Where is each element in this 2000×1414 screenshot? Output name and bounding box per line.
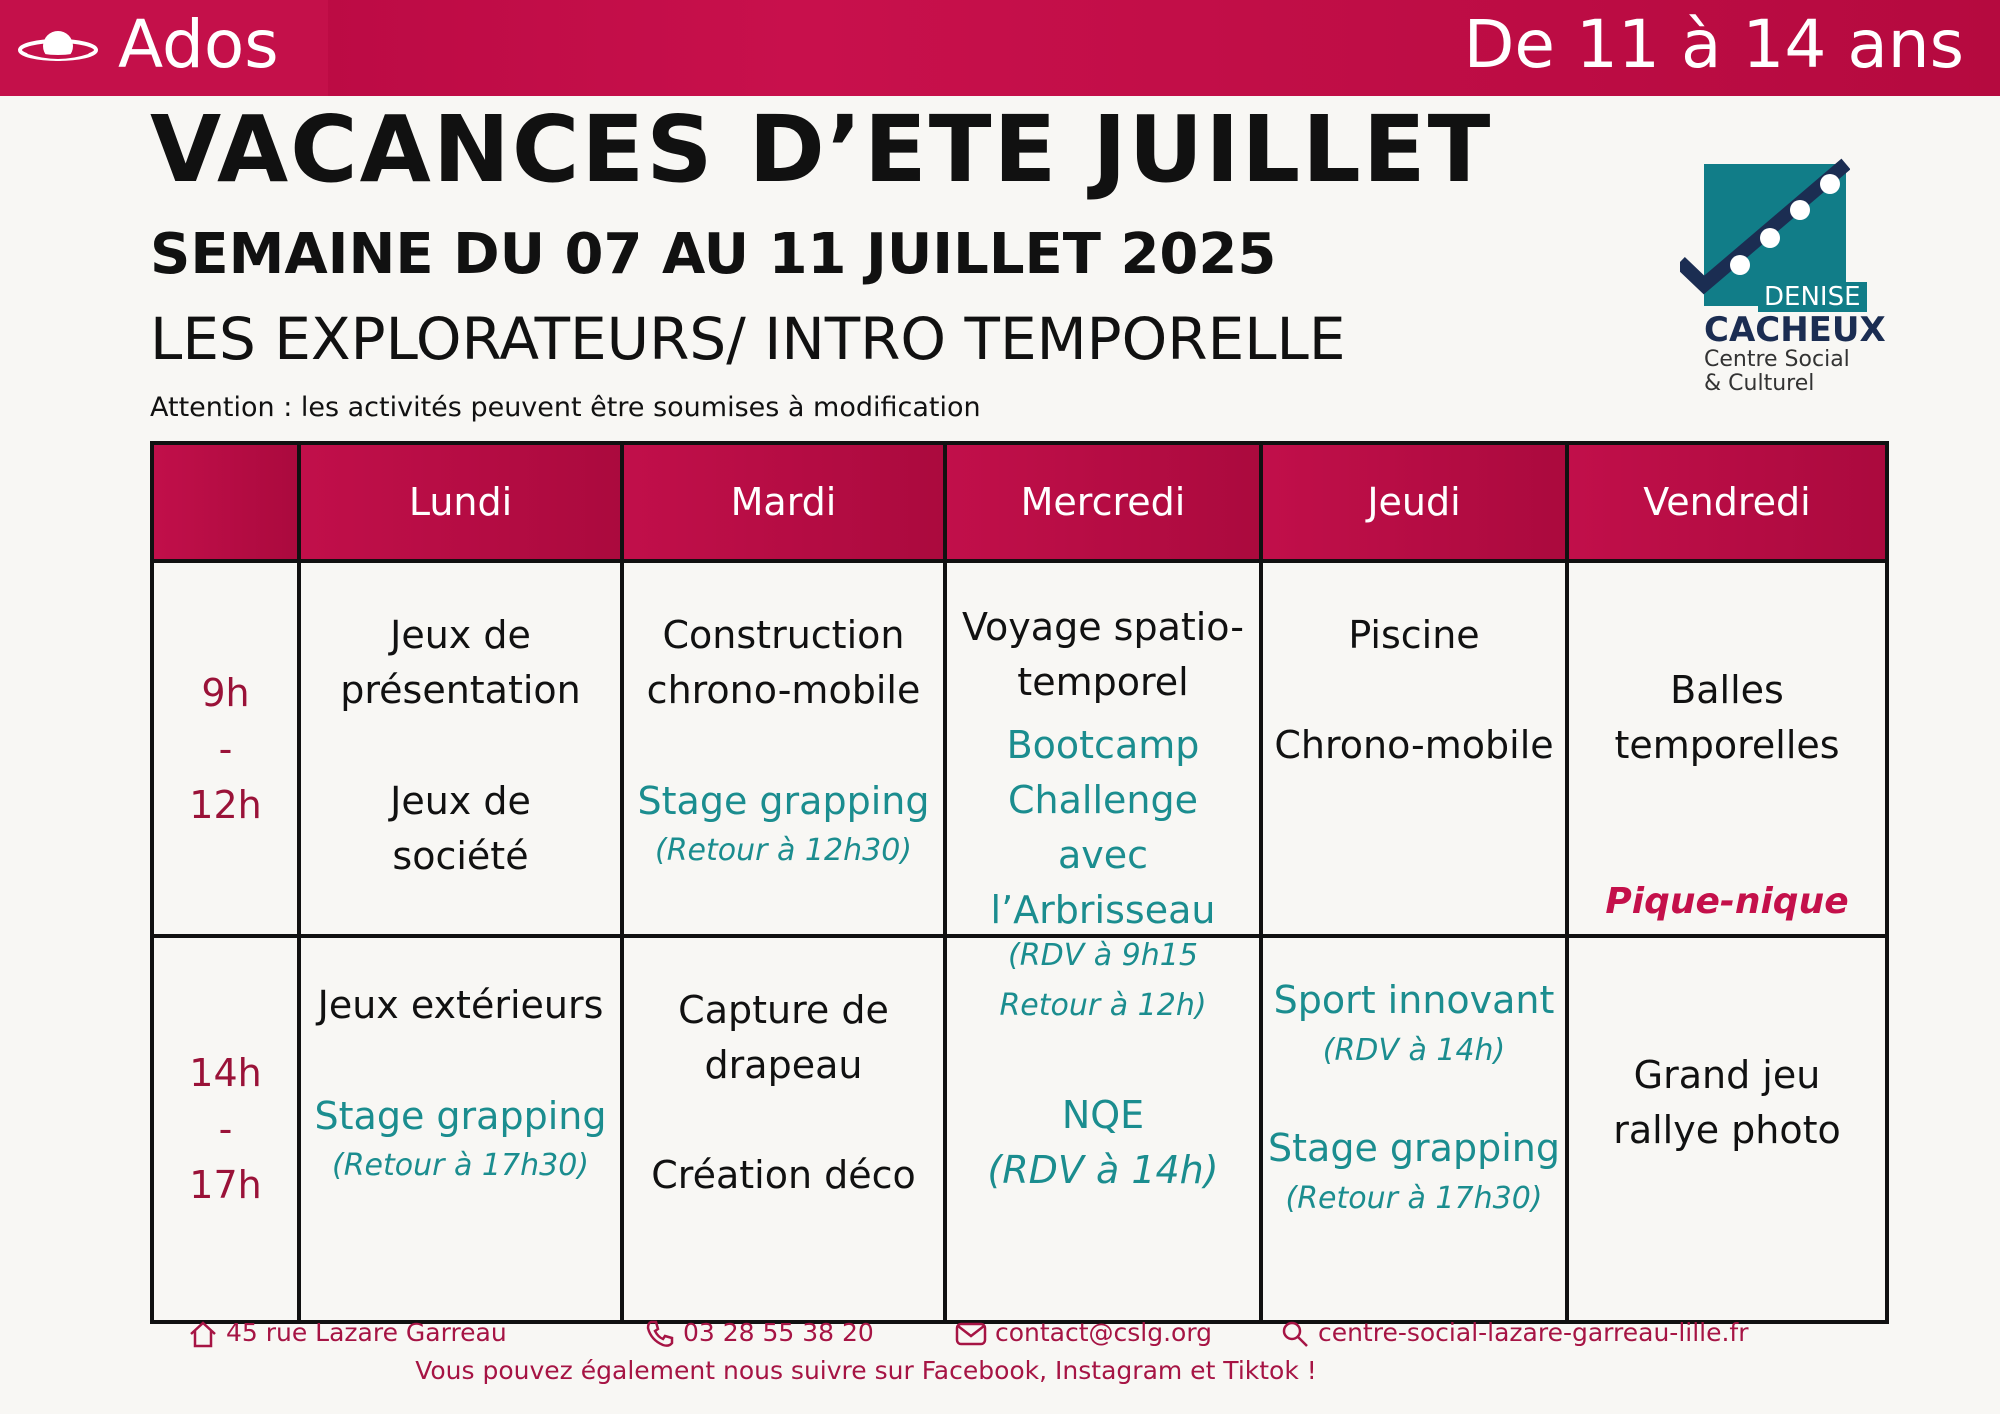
activity-text: Construction: [662, 613, 905, 657]
cell-mercredi-morning: [945, 561, 1261, 936]
time-start: 9h: [201, 670, 250, 715]
cell-lundi-afternoon: [299, 936, 622, 1322]
footer-address: [188, 1318, 507, 1349]
centre-logo: [1680, 140, 1886, 400]
cell-vendredi-afternoon: [1567, 936, 1887, 1322]
logo-text-denise: DENISE: [1758, 282, 1867, 312]
phone-icon: [645, 1319, 675, 1349]
afternoon-row: [152, 936, 1887, 1322]
activity-highlight: Pique-nique: [1605, 881, 1849, 922]
day-header-vendredi: Vendredi: [1567, 443, 1887, 561]
audience-label: Ados: [118, 6, 279, 83]
activity-note: (RDV à 14h): [1322, 1033, 1506, 1068]
activity-note: (RDV à 9h15: [1008, 938, 1198, 973]
cell-jeudi-afternoon: [1261, 936, 1567, 1322]
activity-text: Stage grapping: [314, 1094, 607, 1138]
cell-lundi-morning: [299, 561, 622, 936]
activity-text: temporelles: [1614, 723, 1840, 767]
time-end: 17h: [189, 1163, 262, 1207]
activity-text: Capture de: [678, 988, 889, 1032]
activity-note: (RDV à 14h): [987, 1148, 1219, 1192]
email-text: contact@cslg.org: [994, 1318, 1213, 1347]
time-sep: -: [218, 726, 233, 771]
mail-icon: [955, 1319, 987, 1349]
search-icon: [1280, 1319, 1310, 1349]
footer-website[interactable]: [1280, 1318, 1749, 1349]
activity-text: Jeux de: [390, 779, 531, 823]
activity-text: Chrono-mobile: [1274, 723, 1554, 767]
day-header-lundi: Lundi: [299, 443, 622, 561]
planet-icon: [18, 26, 98, 70]
footer-email[interactable]: [955, 1318, 1212, 1349]
logo-line-centre-social: Centre Social: [1704, 347, 1850, 372]
corner-header: [152, 443, 299, 561]
time-slot-afternoon: [152, 936, 299, 1322]
time-end: 12h: [189, 782, 262, 827]
activity-note: (Retour à 17h30): [1285, 1181, 1543, 1216]
website-text: centre-social-lazare-garreau-lille.fr: [1317, 1318, 1749, 1347]
activity-note: Retour à 12h): [999, 988, 1207, 1023]
header-row: [152, 443, 1887, 561]
home-icon: [188, 1319, 218, 1349]
age-range: De 11 à 14 ans: [1463, 6, 1964, 83]
activity-text: Stage grapping: [1268, 1126, 1560, 1170]
time-sep: -: [218, 1107, 233, 1151]
day-header-mardi: Mardi: [622, 443, 945, 561]
activity-text: avec: [1057, 833, 1149, 877]
activity-text: Sport innovant: [1273, 978, 1555, 1022]
activity-text: Balles: [1670, 668, 1784, 712]
schedule-table: [150, 441, 1889, 1324]
cell-jeudi-morning: [1261, 561, 1567, 936]
activity-text: Jeux extérieurs: [317, 983, 604, 1027]
logo-text-centre: [1704, 348, 1850, 396]
activity-note: (Retour à 17h30): [332, 1148, 589, 1183]
activity-text: Challenge: [1008, 778, 1198, 822]
activity-text: Stage grapping: [637, 779, 930, 823]
activity-text: société: [392, 834, 529, 878]
activity-text: Piscine: [1348, 613, 1480, 657]
cell-vendredi-morning: [1567, 561, 1887, 936]
time-start: 14h: [189, 1051, 262, 1095]
activity-text: Voyage spatio-: [962, 605, 1244, 649]
cell-mardi-afternoon: [622, 936, 945, 1322]
activity-note: (Retour à 12h30): [655, 833, 912, 868]
logo-text-cacheux: CACHEUX: [1704, 310, 1886, 350]
activity-text: rallye photo: [1613, 1108, 1841, 1152]
activity-text: Création déco: [651, 1153, 916, 1197]
week-subtitle: SEMAINE DU 07 AU 11 JUILLET 2025: [150, 222, 1277, 287]
activity-text: NQE: [1061, 1093, 1145, 1137]
time-slot-morning: [152, 561, 299, 936]
audience-badge: [0, 0, 328, 96]
footer-phone[interactable]: [645, 1318, 874, 1349]
activity-text: chrono-mobile: [646, 668, 921, 712]
day-header-jeudi: Jeudi: [1261, 443, 1567, 561]
social-follow-text: Vous pouvez également nous suivre sur Facebook, Instagram et Tiktok !: [415, 1356, 1317, 1385]
day-header-mercredi: Mercredi: [945, 443, 1261, 561]
activity-text: présentation: [340, 668, 581, 712]
cell-mardi-morning: [622, 561, 945, 936]
activity-text: l’Arbrisseau: [990, 888, 1216, 932]
activity-text: Jeux de: [390, 613, 531, 657]
address-text: 45 rue Lazare Garreau: [225, 1318, 507, 1347]
modification-note: Attention : les activités peuvent être soumises à modification: [150, 392, 981, 423]
activity-text: Grand jeu: [1633, 1053, 1821, 1097]
activity-text: temporel: [1017, 660, 1189, 704]
activity-text: Bootcamp: [1006, 723, 1200, 767]
phone-text: 03 28 55 38 20: [682, 1318, 874, 1347]
activity-text: drapeau: [704, 1043, 863, 1087]
morning-row: [152, 561, 1887, 936]
cell-mercredi-afternoon: [945, 936, 1261, 1322]
theme-subtitle: LES EXPLORATEURS/ INTRO TEMPORELLE: [150, 305, 1346, 373]
page-title: VACANCES D’ETE JUILLET: [150, 96, 1493, 203]
logo-line-culturel: & Culturel: [1704, 371, 1815, 396]
